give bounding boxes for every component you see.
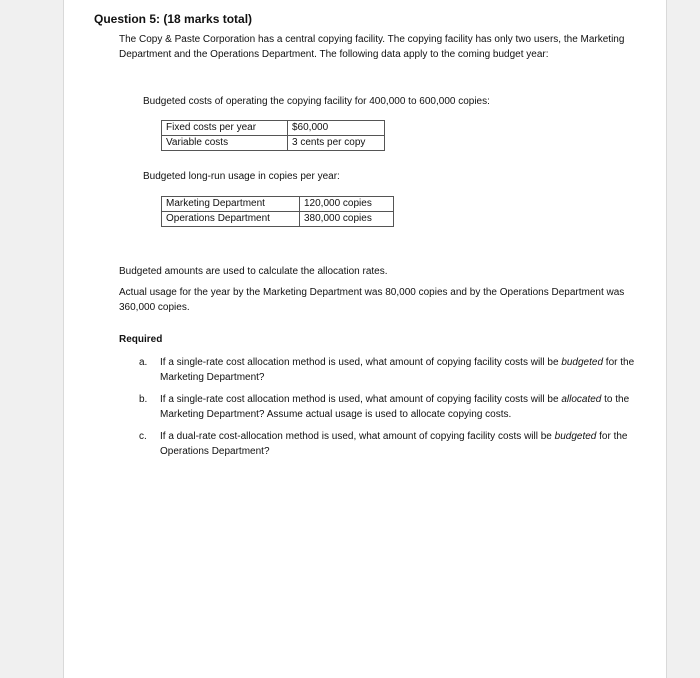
costs-table [161,120,385,151]
usage-table [161,196,394,227]
table-cell: Operations Department [162,212,300,227]
question-item-c [139,429,639,459]
table-cell: 120,000 copies [300,197,394,212]
question-text: If a single-rate cost allocation method is used, what amount of copying facility costs will be budgeted for the Marketing Department? [160,357,635,383]
list-marker: c. [139,431,147,442]
table-row [162,197,394,212]
list-marker: b. [139,394,148,405]
table-cell: 3 cents per copy [288,136,385,151]
document-page [63,0,667,678]
list-marker: a. [139,357,148,368]
intro-paragraph: The Copy & Paste Corporation has a central copying facility. The copying facility has only two users, the Marketing Department and the Operations Department. The following data apply to the coming budget year: [119,34,625,60]
rates-paragraph: Budgeted amounts are used to calculate the allocation rates. [119,266,388,277]
question-text: If a dual-rate cost-allocation method is used, what amount of copying facility costs will be budgeted for the Operations Department? [160,431,628,457]
usage-label: Budgeted long-run usage in copies per year: [143,171,340,182]
emphasis: allocated [561,394,602,405]
table-row [162,212,394,227]
costs-label: Budgeted costs of operating the copying facility for 400,000 to 600,000 copies: [143,96,490,107]
table-row [162,121,385,136]
table-row [162,136,385,151]
emphasis: budgeted [554,431,597,442]
table-cell: $60,000 [288,121,385,136]
question-text: If a single-rate cost allocation method is used, what amount of copying facility costs will be allocated to the Marketing Department? Assume actual usage is used to allocate copying costs. [160,394,630,420]
question-title: Question 5: (18 marks total) [94,12,253,26]
required-heading: Required [119,334,163,345]
table-cell: Fixed costs per year [162,121,288,136]
table-cell: 380,000 copies [300,212,394,227]
actual-usage-paragraph: Actual usage for the year by the Marketing Department was 80,000 copies and by the Operations Department was 360,000 copies. [119,287,625,313]
table-cell: Variable costs [162,136,288,151]
question-item-a [139,355,639,385]
question-item-b [139,392,639,422]
emphasis: budgeted [561,357,604,368]
table-cell: Marketing Department [162,197,300,212]
